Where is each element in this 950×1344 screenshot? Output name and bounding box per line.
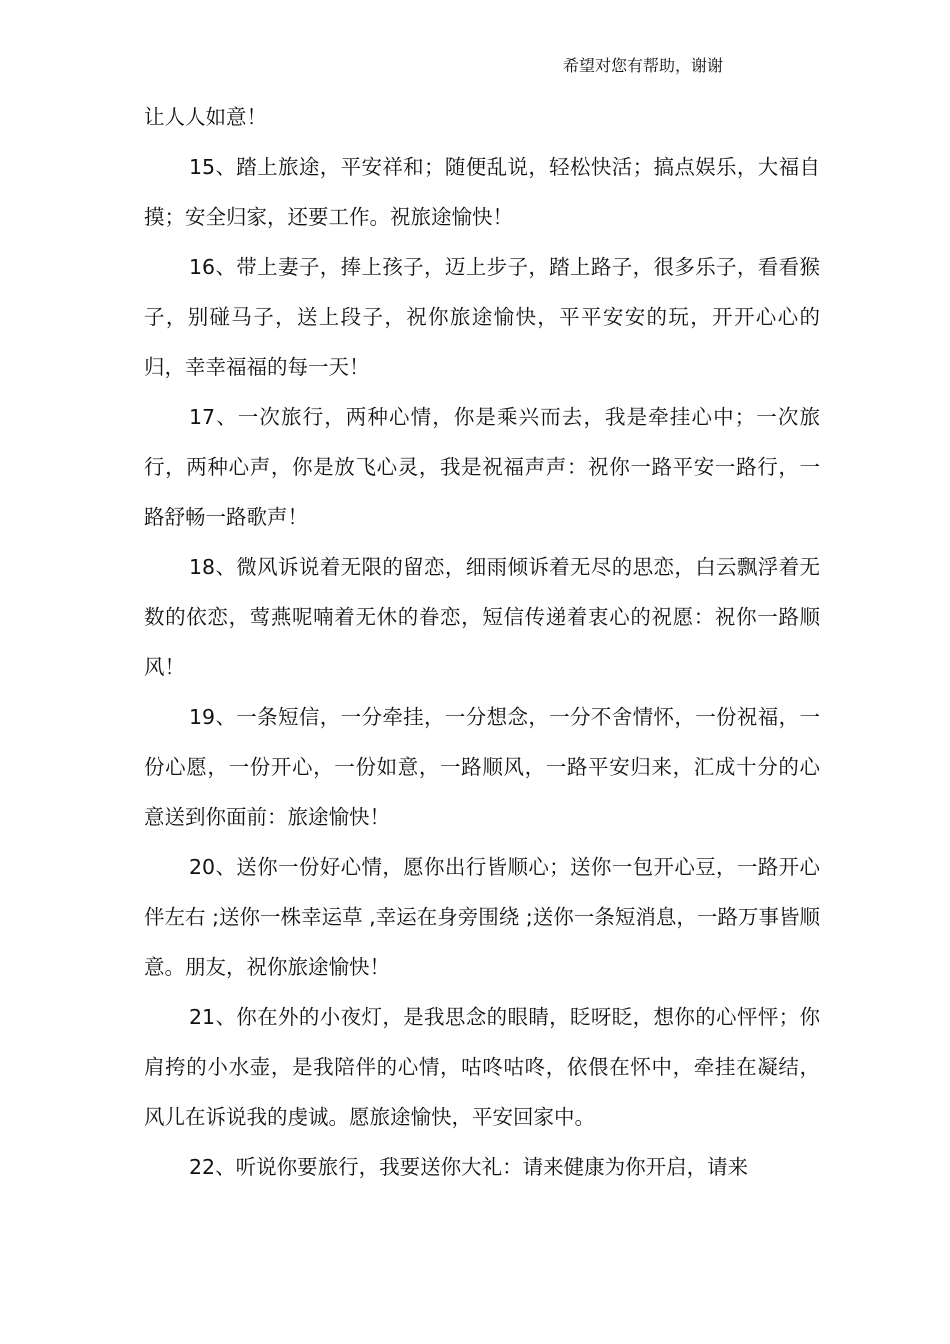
- paragraph: 17、一次旅行，两种心情，你是乘兴而去，我是牵挂心中；一次旅行，两种心声，你是放飞心灵，我是祝福声声：祝你一路平安一路行，一路舒畅一路歌声！: [144, 405, 820, 529]
- paragraph: 20、送你一份好心情，愿你出行皆顺心；送你一包开心豆，一路开心伴左右 ;送你一株幸运草 ,幸运在身旁围绕 ;送你一条短消息，一路万事皆顺意。朋友，祝你旅途愉快！: [144, 855, 820, 979]
- document-body: [144, 92, 820, 1192]
- paragraph: 让人人如意！: [144, 105, 267, 129]
- paragraph: 21、你在外的小夜灯，是我思念的眼睛，眨呀眨，想你的心怦怦；你肩挎的小水壶，是我陪伴的心情，咕咚咕咚，依偎在怀中，牵挂在凝结，风儿在诉说我的虔诚。愿旅途愉快，平安回家中。: [144, 1005, 820, 1129]
- paragraph: 16、带上妻子，捧上孩子，迈上步子，踏上路子，很多乐子，看看猴子，别碰马子，送上段子，祝你旅途愉快，平平安安的玩，开开心心的归，幸幸福福的每一天！: [144, 255, 820, 379]
- paragraph: 18、微风诉说着无限的留恋，细雨倾诉着无尽的思恋，白云飘浮着无数的依恋，莺燕呢喃着无休的眷恋，短信传递着衷心的祝愿：祝你一路顺风！: [144, 555, 820, 679]
- paragraph: 22、听说你要旅行，我要送你大礼：请来健康为你开启，请来: [189, 1155, 749, 1179]
- paragraph: 15、踏上旅途，平安祥和；随便乱说，轻松快活；搞点娱乐，大福自摸；安全归家，还要工作。祝旅途愉快！: [144, 155, 820, 229]
- header-note: 希望对您有帮助，谢谢: [563, 56, 724, 75]
- paragraph: 19、一条短信，一分牵挂，一分想念，一分不舍情怀，一份祝福，一份心愿，一份开心，一份如意，一路顺风，一路平安归来，汇成十分的心意送到你面前：旅途愉快！: [144, 705, 820, 829]
